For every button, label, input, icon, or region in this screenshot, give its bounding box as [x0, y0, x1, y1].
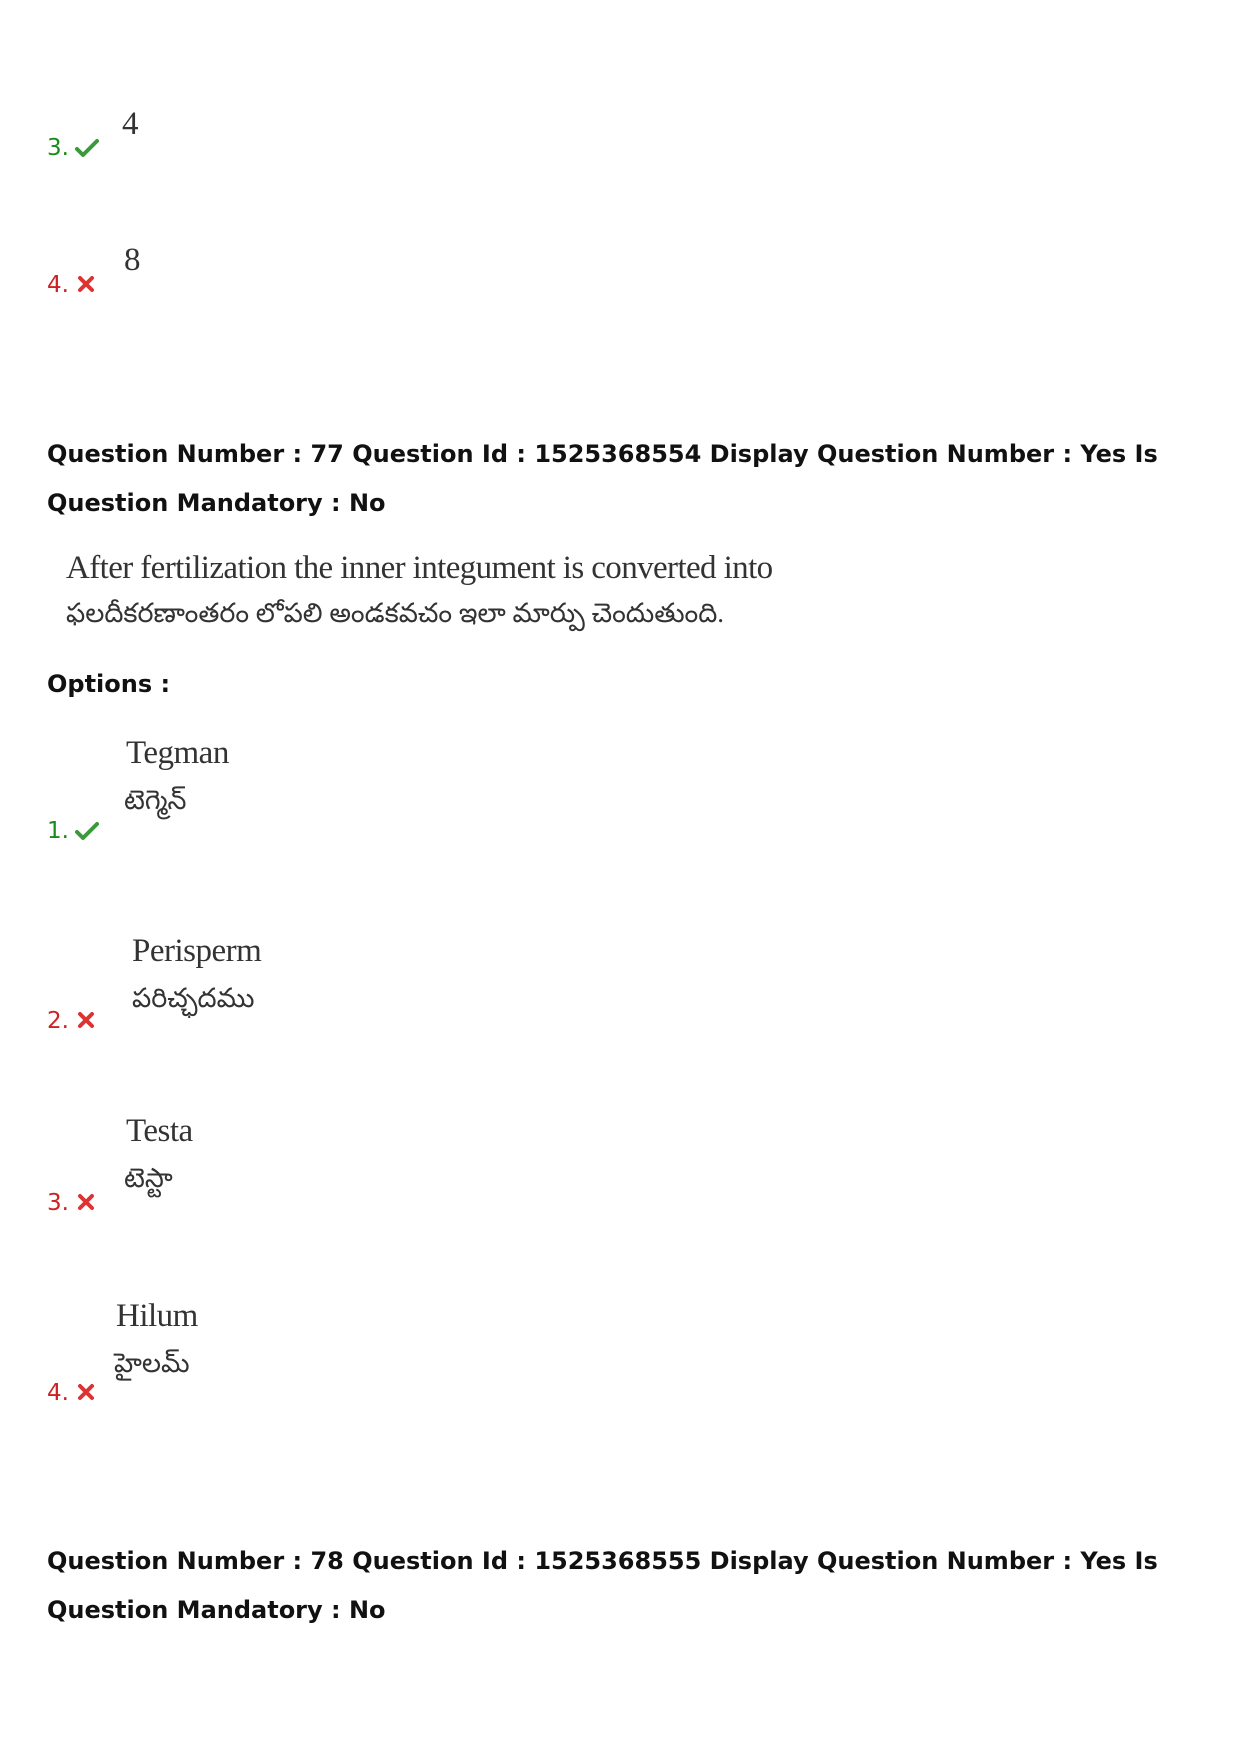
- prev-option-4: [47, 272, 99, 298]
- cross-icon: [75, 275, 99, 295]
- prev-option-4-content: 8: [124, 242, 141, 278]
- prev-option-3: [47, 135, 99, 161]
- option-1-english: Tegman: [126, 735, 229, 771]
- option-2-english: Perisperm: [132, 933, 262, 969]
- question-77-text-en: After fertilization the inner integument is converted into: [66, 550, 773, 586]
- prev-option-3-content: 4: [122, 106, 139, 142]
- check-icon: [75, 138, 99, 158]
- option-3: [47, 1190, 99, 1216]
- option-2: [47, 1008, 99, 1034]
- option-4-telugu: హైలమ్: [114, 1348, 190, 1378]
- cross-icon: [75, 1011, 99, 1031]
- cross-icon: [75, 1193, 99, 1213]
- check-icon: [75, 821, 99, 841]
- option-number: 3.: [47, 135, 69, 161]
- option-number: 1.: [47, 818, 69, 844]
- option-number: 4.: [47, 1380, 69, 1406]
- option-2-telugu: పరిచ్ఛదము: [132, 983, 255, 1013]
- option-1: [47, 818, 99, 844]
- option-3-telugu: టెస్టా: [124, 1163, 173, 1193]
- cross-icon: [75, 1383, 99, 1403]
- option-1-telugu: టెగ్మెన్: [124, 785, 187, 815]
- question-78-header: Question Number : 78 Question Id : 1525368555 Display Question Number : Yes Is Question Mandatory : No: [47, 1547, 1158, 1624]
- option-4-english: Hilum: [116, 1298, 198, 1334]
- option-4: [47, 1380, 99, 1406]
- option-3-english: Testa: [126, 1113, 193, 1149]
- option-number: 3.: [47, 1190, 69, 1216]
- question-77-text-te: ఫలదీకరణాంతరం లోపలి అండకవచం ఇలా మార్పు చెందుతుంది.: [66, 598, 725, 628]
- option-number: 2.: [47, 1008, 69, 1034]
- question-77-header: Question Number : 77 Question Id : 1525368554 Display Question Number : Yes Is Question Mandatory : No: [47, 440, 1158, 517]
- options-label: Options :: [47, 670, 171, 698]
- option-number: 4.: [47, 272, 69, 298]
